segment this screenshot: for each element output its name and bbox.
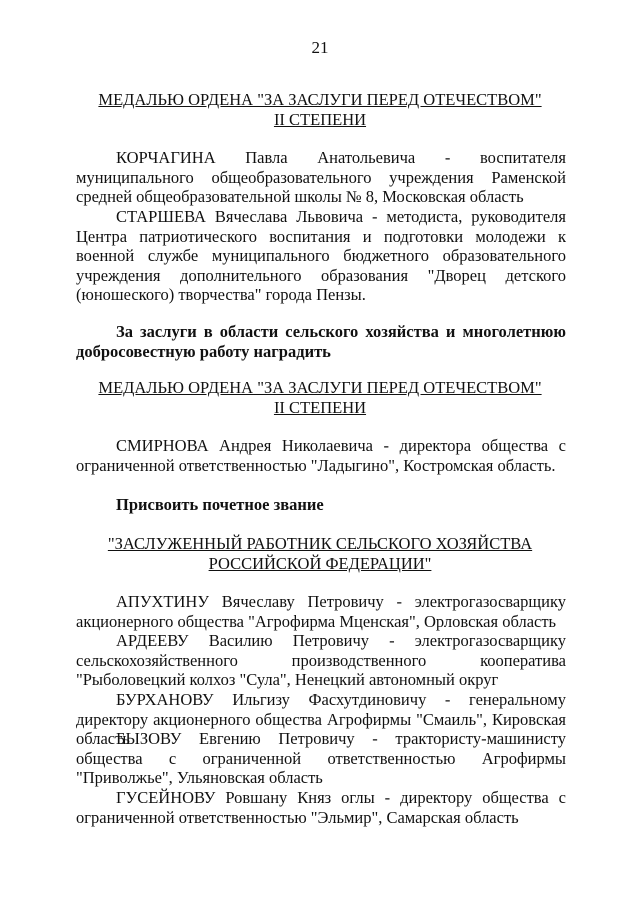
award-title-line: II СТЕПЕНИ [273,398,367,417]
award-title-line: II СТЕПЕНИ [273,110,367,129]
honorary-title [60,534,580,574]
nominee-entry: ГУСЕЙНОВУ Ровшану Княз оглы - директору общества с ограниченной ответственностью "Эльмир", Самарская область [76,788,566,827]
award-title-1 [60,90,580,130]
nominee-entry: БУРХАНОВУ Ильгизу Фасхутдиновичу - генеральному директору акционерного общества Агрофирмы "Смаиль", Кировская область [76,690,566,748]
nominee-entry: КОРЧАГИНА Павла Анатольевича - воспитателя муниципального общеобразовательного учреждения Раменской средней общеобразовательной школы № 8, Московская область [76,148,566,206]
award-title-line: МЕДАЛЬЮ ОРДЕНА "ЗА ЗАСЛУГИ ПЕРЕД ОТЕЧЕСТВОМ" [98,90,542,109]
honorary-title-line: РОССИЙСКОЙ ФЕДЕРАЦИИ" [208,554,432,573]
honorary-title-line: "ЗАСЛУЖЕННЫЙ РАБОТНИК СЕЛЬСКОГО ХОЗЯЙСТВА [107,534,533,553]
nominee-entry: БЫЗОВУ Евгению Петровичу - трактористу-машинисту общества с ограниченной ответственностью Агрофирмы "Приволжье", Ульяновская область [76,729,566,787]
award-title-line: МЕДАЛЬЮ ОРДЕНА "ЗА ЗАСЛУГИ ПЕРЕД ОТЕЧЕСТВОМ" [98,378,542,397]
nominee-entry: СТАРШЕВА Вячеслава Львовича - методиста, руководителя Центра патриотического воспитания и подготовки молодежи к военной службе муниципального бюджетного образовательного учреждения дополнительного образования "Дворец детского (юношеского) творчества" города Пензы. [76,207,566,304]
nominee-entry: АРДЕЕВУ Василию Петровичу - электрогазосварщику сельскохозяйственного производственного кооператива "Рыболовецкий колхоз "Сула", Ненецкий автономный округ [76,631,566,689]
award-title-2 [60,378,580,418]
nominee-entry: СМИРНОВА Андрея Николаевича - директора общества с ограниченной ответственностью "Ладыгино", Костромская область. [76,436,566,475]
page-number: 21 [311,38,329,57]
section-heading: За заслуги в области сельского хозяйства и многолетнюю добросовестную работу наградить [76,322,566,361]
section-heading: Присвоить почетное звание [116,495,324,514]
nominee-entry: АПУХТИНУ Вячеславу Петровичу - электрогазосварщику акционерного общества "Агрофирма Мценская", Орловская область [76,592,566,631]
